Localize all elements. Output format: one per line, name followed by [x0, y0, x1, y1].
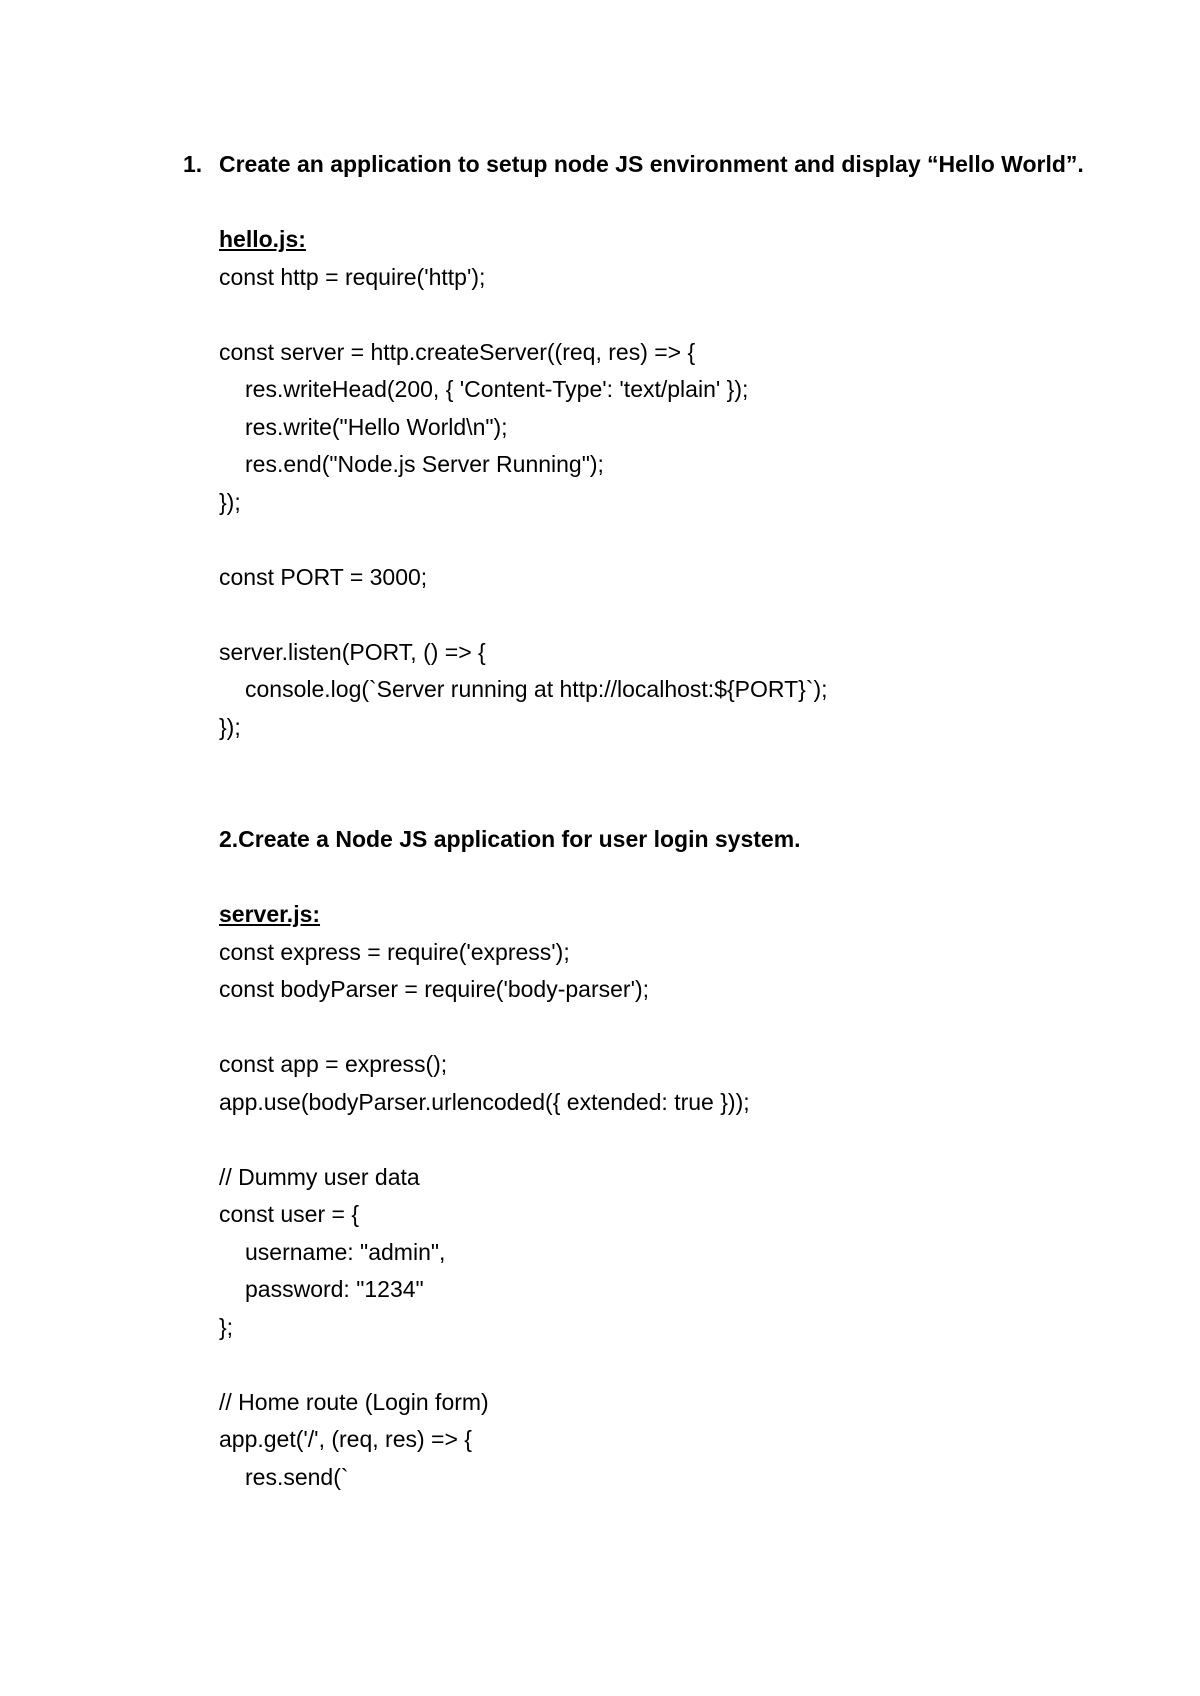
section2-heading: 2.Create a Node JS application for user login system.	[219, 826, 801, 852]
code-line	[219, 521, 1119, 559]
code-line: });	[219, 488, 241, 515]
spacer	[219, 184, 1119, 222]
section1-code-block	[219, 259, 1119, 747]
code-line: console.log(`Server running at http://localhost:${PORT}`);	[245, 676, 828, 702]
code-line	[219, 1346, 1119, 1384]
code-line	[219, 596, 1119, 634]
code-line: const user = {	[219, 1201, 359, 1227]
document-content	[183, 146, 1119, 1496]
code-line: const server = http.createServer((req, res) => {	[219, 338, 696, 365]
code-line: const bodyParser = require('body-parser');	[219, 976, 650, 1002]
code-line: res.write("Hello World\n");	[245, 413, 508, 440]
code-line: username: "admin",	[245, 1238, 446, 1265]
code-line: app.use(bodyParser.urlencoded({ extended: true }));	[219, 1088, 750, 1115]
code-line: res.send(`	[245, 1463, 349, 1490]
code-line	[219, 1121, 1119, 1159]
code-line: const http = require('http');	[219, 263, 486, 290]
code-line: server.listen(PORT, () => {	[219, 638, 486, 665]
code-line: // Dummy user data	[219, 1163, 420, 1190]
section2-file-label: server.js:	[219, 901, 321, 927]
code-line: const PORT = 3000;	[219, 563, 428, 590]
code-line: password: "1234"	[245, 1276, 424, 1302]
code-line	[219, 1009, 1119, 1047]
spacer	[219, 784, 1119, 822]
spacer	[219, 859, 1119, 897]
code-line: const express = require('express');	[219, 938, 570, 965]
code-line: res.writeHead(200, { 'Content-Type': 'text/plain' });	[245, 376, 749, 402]
section1-number: 1.	[183, 151, 203, 177]
code-line: // Home route (Login form)	[219, 1388, 489, 1415]
section1-file-label: hello.js:	[219, 226, 306, 252]
section1-heading	[183, 146, 1119, 184]
code-line: const app = express();	[219, 1051, 448, 1077]
code-line: app.get('/', (req, res) => {	[219, 1426, 472, 1452]
spacer	[219, 746, 1119, 784]
code-line: });	[219, 713, 241, 740]
code-line: res.end("Node.js Server Running");	[245, 451, 604, 477]
section2-code-block	[219, 934, 1119, 1497]
section1-title: Create an application to setup node JS environment and display “Hello World”.	[219, 151, 1084, 177]
code-line	[219, 296, 1119, 334]
code-line: };	[219, 1313, 234, 1340]
